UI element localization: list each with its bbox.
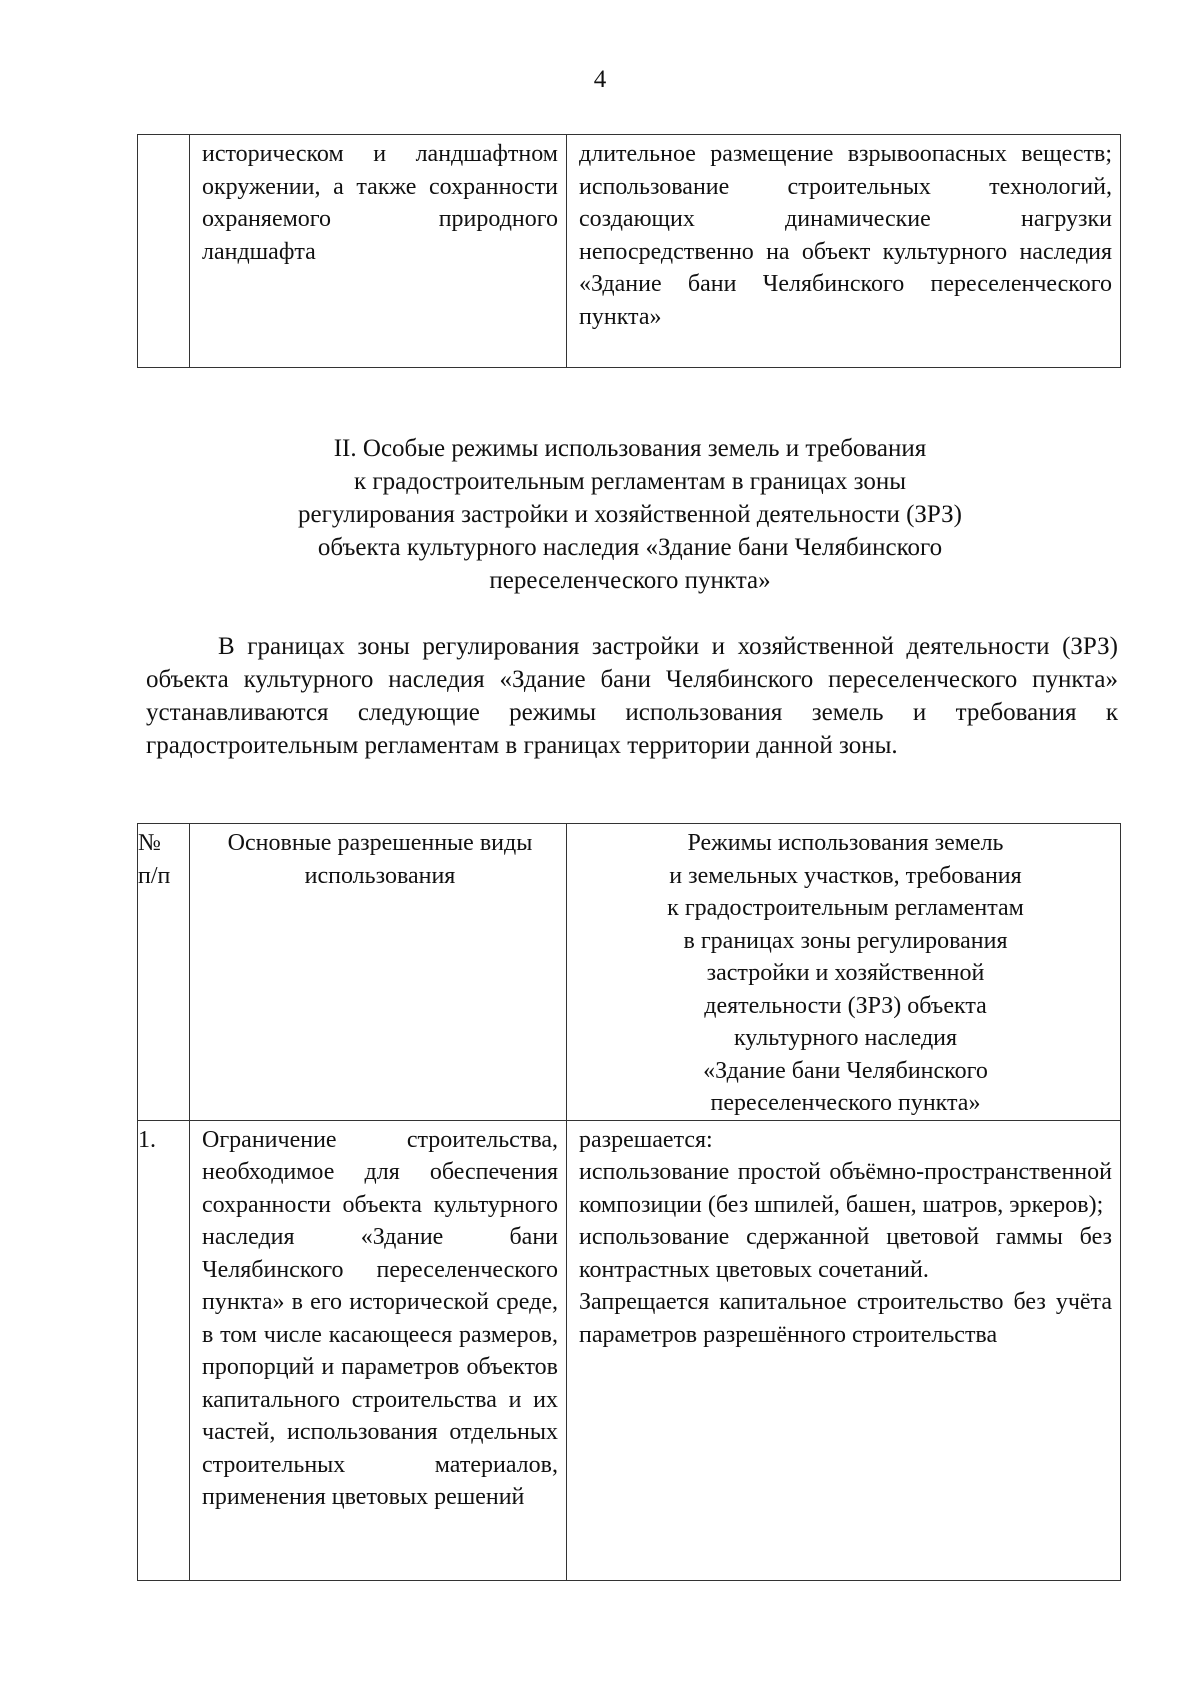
regime-line: использование простой объёмно-пространственной композиции (без шпилей, башен, шатров, эркеров); bbox=[579, 1159, 1112, 1218]
header-line: Режимы использования земель bbox=[687, 830, 1004, 856]
regime-line: использование сдержанной цветовой гаммы без контрастных цветовых сочетаний. bbox=[579, 1224, 1112, 1283]
header-number-cell bbox=[138, 824, 190, 1121]
header-allowed-uses-cell bbox=[190, 824, 567, 1121]
main-table bbox=[137, 823, 1121, 1581]
header-line: «Здание бани Челябинского bbox=[703, 1057, 988, 1084]
header-number-symbol: № bbox=[138, 830, 161, 856]
table-row bbox=[138, 1120, 1121, 1580]
header-line: культурного наследия bbox=[733, 1025, 958, 1051]
heading-line: II. Особые режимы использования земель и требования bbox=[333, 435, 927, 462]
row-number-cell: 1. bbox=[138, 1120, 190, 1580]
regime-line: разрешается: bbox=[579, 1126, 713, 1153]
header-line: использования bbox=[304, 862, 456, 889]
section-heading bbox=[140, 432, 1120, 597]
header-line: Основные разрешенные виды bbox=[227, 830, 533, 856]
heading-line: переселенческого пункта» bbox=[489, 567, 771, 594]
header-line: застройки и хозяйственной bbox=[706, 960, 985, 986]
header-line: переселенческого пункта» bbox=[710, 1090, 981, 1116]
allowed-use-cell: историческом и ландшафтном окружении, а также сохранности охраняемого природного ландшафта bbox=[190, 135, 567, 368]
table-header-row bbox=[138, 824, 1121, 1121]
header-regimes-cell bbox=[567, 824, 1121, 1121]
table-row bbox=[138, 135, 1121, 368]
heading-line: к градостроительным регламентам в границах зоны bbox=[353, 468, 907, 495]
regime-cell: длительное размещение взрывоопасных веществ; использование строительных технологий, создающих динамические нагрузки непосредственно на объект культурного наследия «Здание бани Челябинского переселенческого пункта» bbox=[567, 135, 1121, 368]
regime-line: Запрещается капитальное строительство без учёта параметров разрешённого строительства bbox=[579, 1289, 1112, 1348]
row-number-cell bbox=[138, 135, 190, 368]
allowed-use-cell: Ограничение строительства, необходимое для обеспечения сохранности объекта культурного наследия «Здание бани Челябинского переселенческого пункта» в его исторической среде, в том числе касающееся размеров, пропорций и параметров объектов капитального строительства и их частей, использования отдельных строительных материалов, применения цветовых решений bbox=[190, 1120, 567, 1580]
heading-line: объекта культурного наследия «Здание бани Челябинского bbox=[317, 534, 943, 561]
header-line: к градостроительным регламентам bbox=[667, 895, 1024, 921]
intro-paragraph: В границах зоны регулирования застройки и хозяйственной деятельности (ЗРЗ) объекта культурного наследия «Здание бани Челябинского переселенческого пункта» устанавливаются следующие режимы использования земель и требования к градостроительным регламентам в границах территории данной зоны. bbox=[146, 633, 1118, 759]
regime-cell bbox=[567, 1120, 1121, 1580]
header-line: деятельности (ЗРЗ) объекта bbox=[704, 992, 987, 1019]
heading-line: регулирования застройки и хозяйственной деятельности (ЗРЗ) bbox=[297, 501, 962, 528]
top-table bbox=[137, 134, 1121, 368]
page-number: 4 bbox=[593, 66, 607, 93]
header-line: в границах зоны регулирования bbox=[683, 927, 1008, 954]
header-line: и земельных участков, требования bbox=[669, 862, 1022, 889]
header-number-label: п/п bbox=[138, 862, 171, 889]
